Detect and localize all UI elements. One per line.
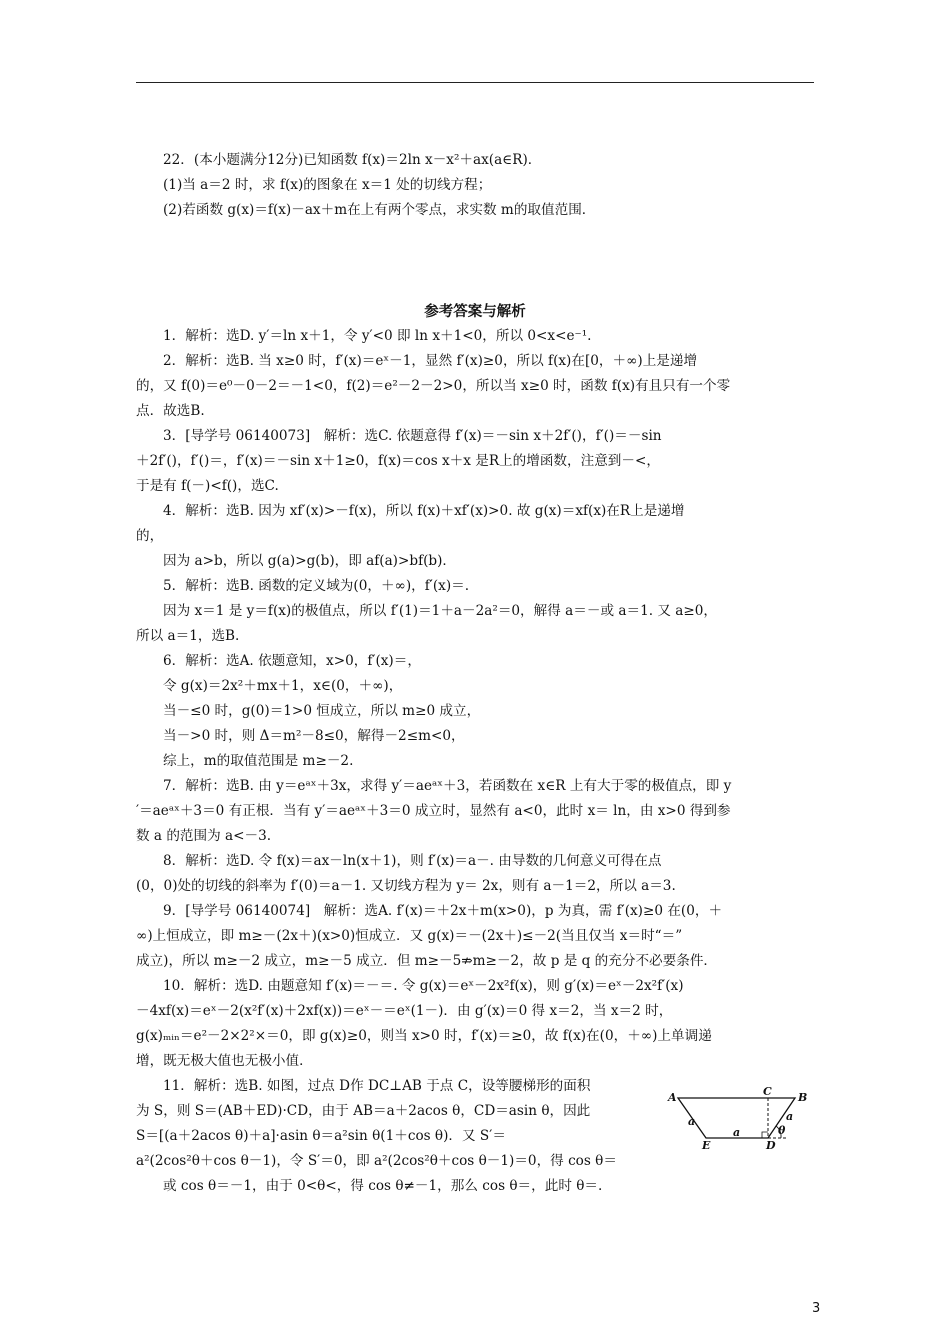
answer-line: 数 a 的范围为 a<－3.: [136, 828, 272, 844]
header-rule: [136, 82, 814, 83]
label-E: E: [702, 1139, 711, 1152]
answer-line: 3．[导学号 06140073] 解析：选C. 依题意得 f′(x)＝－sin x＋2f′()，f′()＝－sin: [163, 428, 662, 444]
answer-line: 令 g(x)＝2x²＋mx＋1，x∈(0，＋∞)，: [163, 678, 403, 694]
answer-line: 于是有 f(－)<f()，选C.: [136, 478, 279, 494]
answer-line: 4．解析：选B. 因为 xf′(x)>－f(x)，所以 f(x)＋xf′(x)>0. 故 g(x)＝xf(x)在R上是递增: [163, 503, 685, 519]
answers-title: 参考答案与解析: [424, 304, 526, 320]
question-22-stem: 22．(本小题满分12分)已知函数 f(x)＝2ln x－x²＋ax(a∈R)．: [163, 152, 542, 168]
answer-line: ∞)上恒成立，即 m≥－(2x＋)(x>0)恒成立．又 g(x)＝－(2x＋)≤－2(当且仅当 x＝时“＝”: [136, 928, 683, 944]
answer-line: 因为 x＝1 是 y＝f(x)的极值点，所以 f′(1)＝1＋a－2a²＝0，解得 a＝－或 a＝1. 又 a≥0，: [163, 603, 718, 619]
label-A: A: [668, 1091, 677, 1104]
answer-line: 点．故选B.: [136, 403, 205, 419]
answer-line: 或 cos θ＝－1，由于 0<θ<，得 cos θ≠－1，那么 cos θ＝，此时 θ＝.: [163, 1178, 603, 1194]
answer-line: 6．解析：选A. 依题意知，x>0，f′(x)＝，: [163, 653, 421, 669]
answer-line: 为 S，则 S＝(AB＋ED)·CD，由于 AB＝a＋2acos θ，CD＝asin θ，因此: [136, 1103, 591, 1119]
label-B: B: [798, 1091, 808, 1104]
trapezoid-figure: [666, 1086, 816, 1152]
answer-line: 10．解析：选D. 由题意知 f′(x)＝－＝. 令 g(x)＝eˣ－2x²f(x)，则 g′(x)＝eˣ－2x²f′(x): [163, 978, 684, 994]
answer-line: 因为 a>b，所以 g(a)>g(b)，即 af(a)>bf(b)．: [163, 553, 457, 569]
page-number: 3: [812, 1301, 821, 1316]
answer-line: 5．解析：选B. 函数的定义域为(0，＋∞)，f′(x)＝.: [163, 578, 470, 594]
answer-line: 2．解析：选B. 当 x≥0 时，f′(x)＝eˣ－1，显然 f′(x)≥0，所以 f(x)在[0，＋∞)上是递增: [163, 353, 698, 369]
answer-line: 7．解析：选B. 由 y＝eᵃˣ＋3x，求得 y′＝aeᵃˣ＋3，若函数在 x∈R 上有大于零的极值点，即 y: [163, 778, 732, 794]
answer-line: ′＝aeᵃˣ＋3＝0 有正根．当有 y′＝aeᵃˣ＋3＝0 成立时，显然有 a<0，此时 x＝ ln，由 x>0 得到参: [136, 803, 731, 819]
answer-line: 11．解析：选B. 如图，过点 D作 DC⊥AB 于点 C，设等腰梯形的面积: [163, 1078, 591, 1094]
answer-line: 综上，m的取值范围是 m≥－2.: [163, 753, 354, 769]
answer-line: (0，0)处的切线的斜率为 f′(0)＝a－1. 又切线方程为 y＝ 2x，则有 a－1＝2，所以 a＝3.: [136, 878, 676, 894]
answer-line: 成立)，所以 m≥－2 成立，m≥－5 成立．但 m≥－5⇏m≥－2，故 p 是 q 的充分不必要条件．: [136, 953, 718, 969]
answer-line: 当－≤0 时，g(0)＝1>0 恒成立，所以 m≥0 成立，: [163, 703, 481, 719]
answer-line: 的，又 f(0)＝e⁰－0－2＝－1<0，f(2)＝e²－2－2>0，所以当 x≥0 时，函数 f(x)有且只有一个零: [136, 378, 731, 394]
answer-line: g(x)ₘᵢₙ＝e²－2×2²×＝0，即 g(x)≥0，则当 x>0 时，f′(x)＝≥0，故 f(x)在(0，＋∞)上单调递: [136, 1028, 712, 1044]
label-side-a-left: a: [688, 1115, 696, 1128]
answer-line: 增，既无极大值也无极小值．: [136, 1053, 313, 1069]
label-side-a-bottom: a: [733, 1126, 741, 1139]
label-theta: θ: [778, 1124, 786, 1137]
answer-line: 当－>0 时，则 Δ＝m²－8≤0，解得－2≤m<0，: [163, 728, 465, 744]
answer-line: 9．[导学号 06140074] 解析：选A. f′(x)＝＋2x＋m(x>0)，p 为真，需 f′(x)≥0 在(0，＋: [163, 903, 723, 919]
answer-line: 1．解析：选D. y′＝ln x＋1，令 y′<0 即 ln x＋1<0，所以 0<x<e⁻¹.: [163, 328, 592, 344]
question-22-part-1: (1)当 a＝2 时，求 f(x)的图象在 x＝1 处的切线方程；: [163, 177, 492, 193]
answer-line: S＝[(a＋2acos θ)＋a]·asin θ＝a²sin θ(1＋cos θ)．又 S′＝: [136, 1128, 506, 1144]
answer-line: ＋2f′()，f′()＝，f′(x)＝－sin x＋1≥0，f(x)＝cos x＋x 是R上的增函数，注意到－<，: [136, 453, 660, 469]
label-D: D: [766, 1139, 776, 1152]
answer-line: 8．解析：选D. 令 f(x)＝ax－ln(x＋1)，则 f′(x)＝a－. 由导数的几何意义可得在点: [163, 853, 662, 869]
right-angle-mark: [762, 1132, 768, 1138]
label-C: C: [763, 1086, 772, 1098]
answer-line: －4xf(x)＝eˣ－2(x²f′(x)＋2xf(x))＝eˣ－＝eˣ(1－)．由 g′(x)＝0 得 x＝2，当 x＝2 时，: [136, 1003, 673, 1019]
answer-line: 的，: [136, 528, 164, 544]
label-side-a-right: a: [786, 1110, 794, 1123]
question-22-part-2: (2)若函数 g(x)＝f(x)－ax＋m在上有两个零点，求实数 m的取值范围．: [163, 202, 596, 218]
answer-line: 所以 a＝1，选B.: [136, 628, 240, 644]
answer-line: a²(2cos²θ＋cos θ－1)，令 S′＝0，即 a²(2cos²θ＋cos θ－1)＝0，得 cos θ＝: [136, 1153, 617, 1169]
